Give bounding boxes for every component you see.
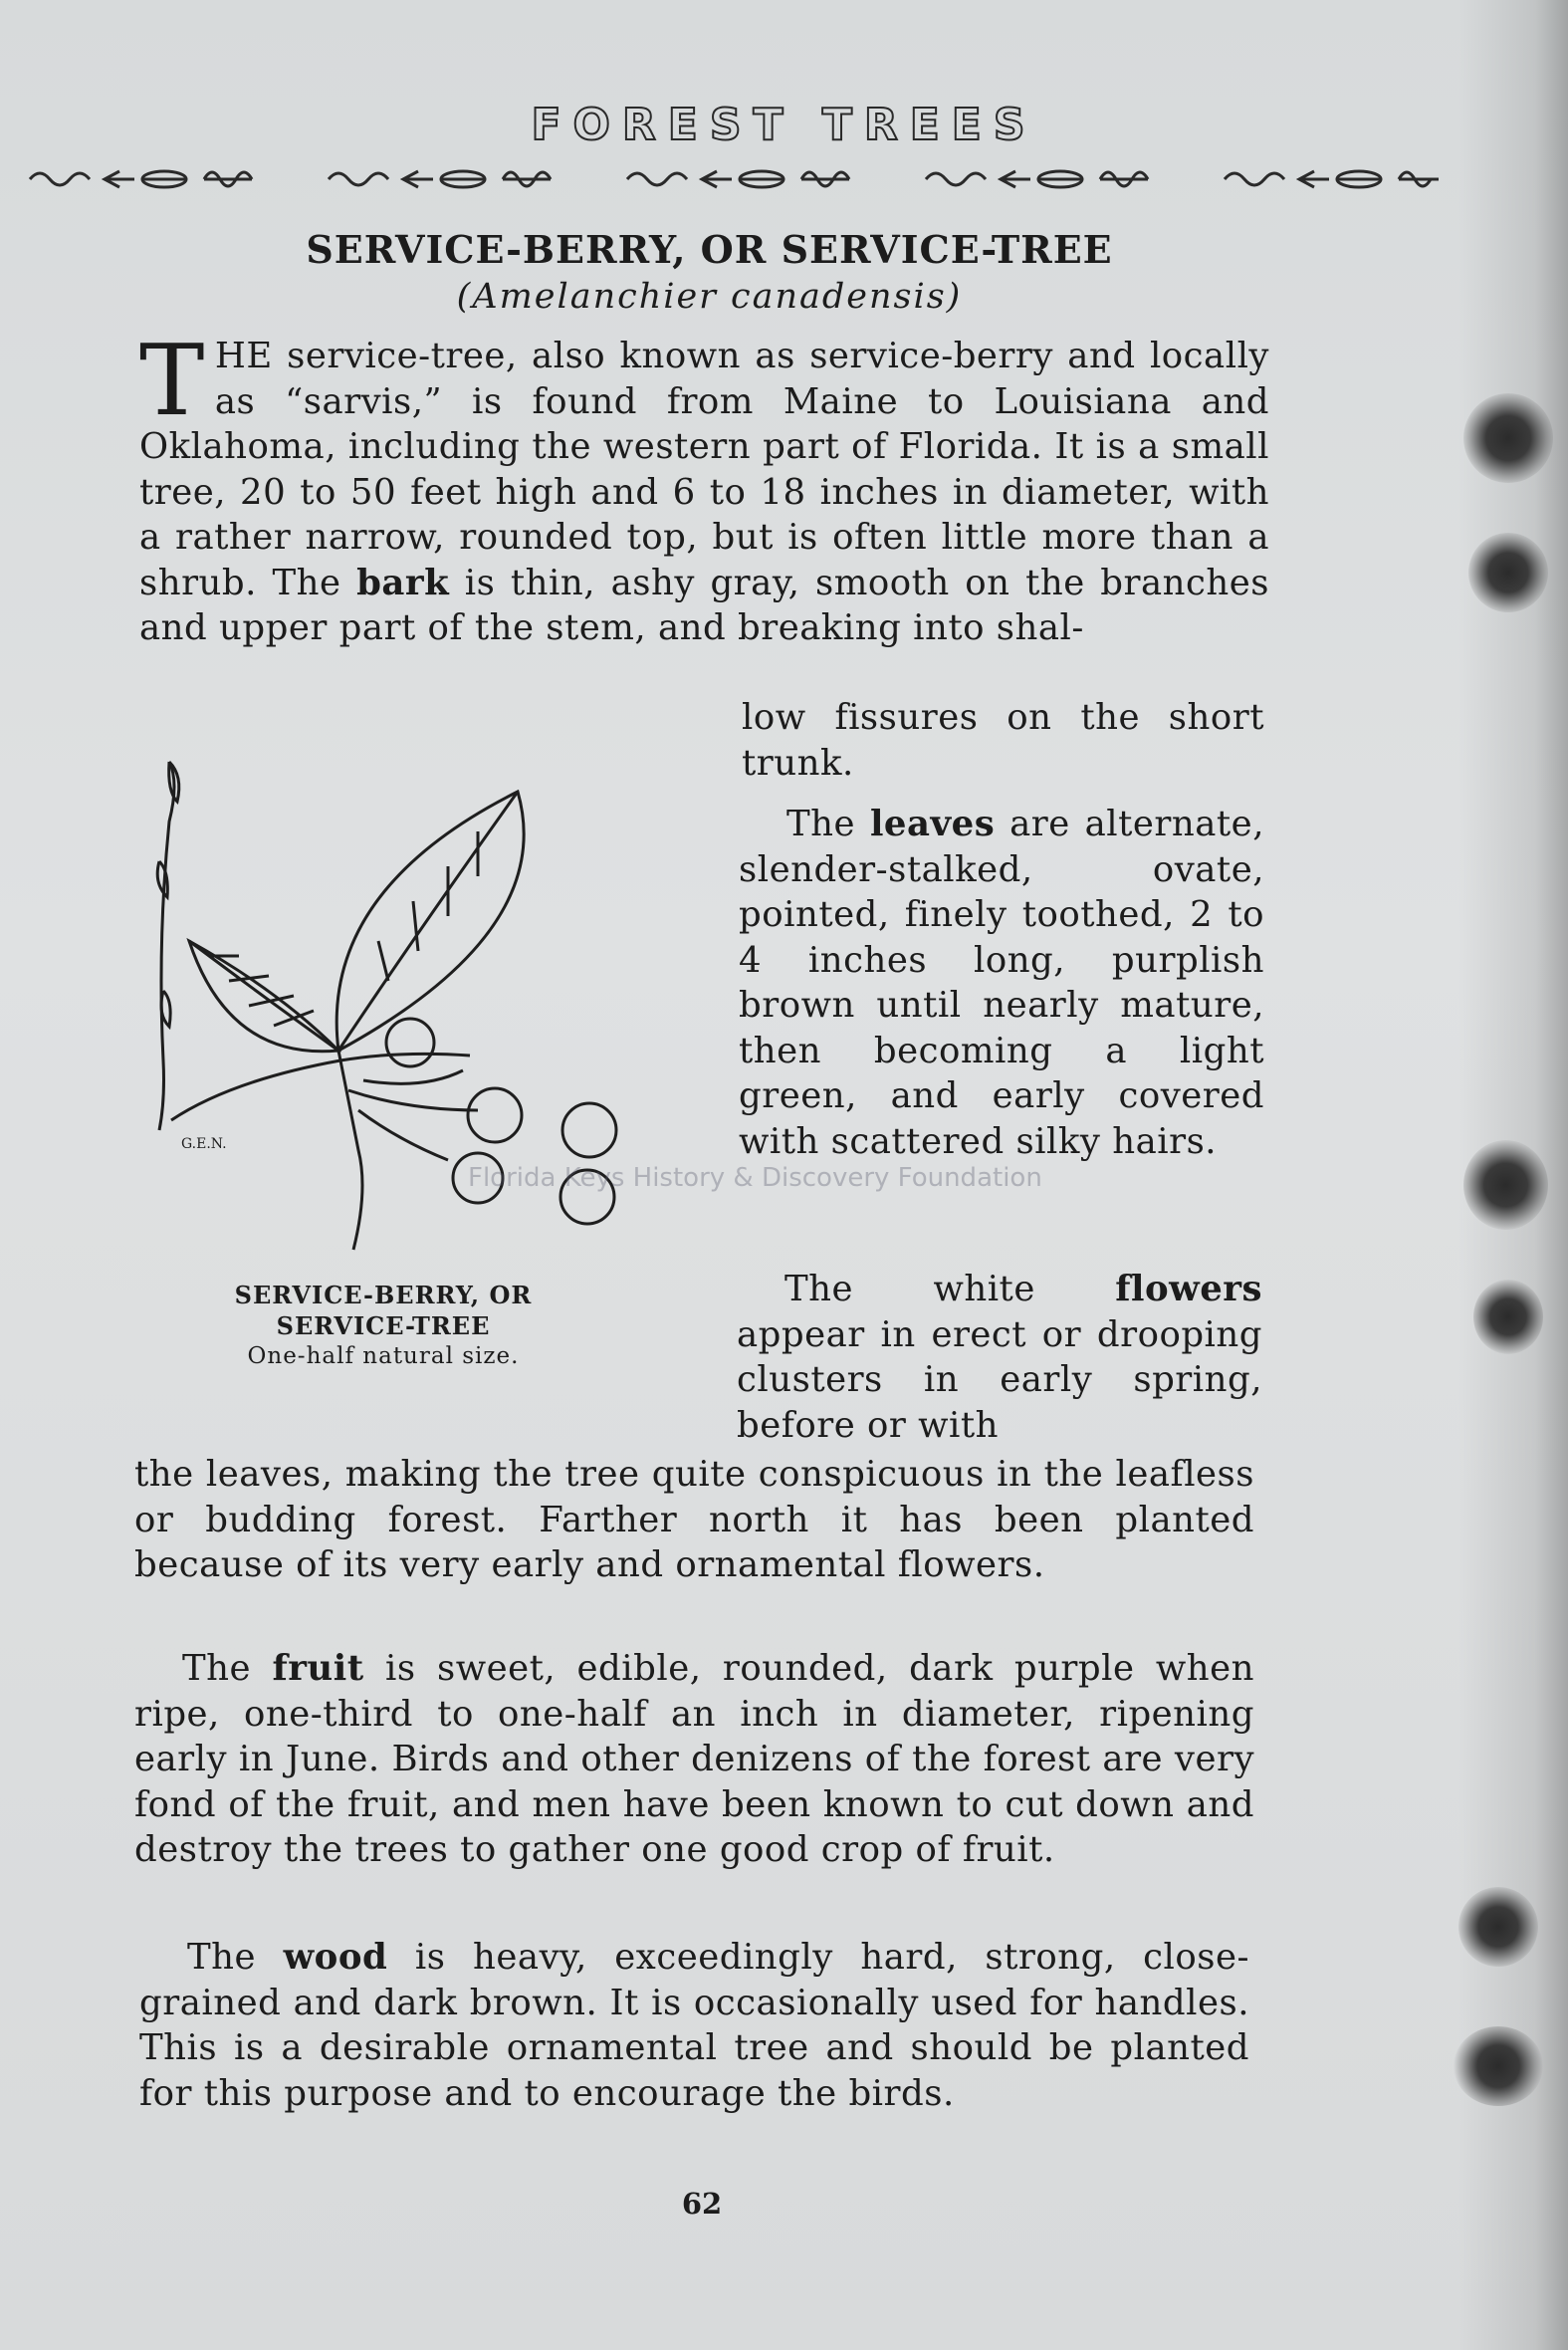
fruit-stalk [338,1051,362,1250]
twig-stem [159,762,174,1130]
punch-hole [1463,1140,1548,1230]
scientific-name: (Amelanchier canadensis) [456,277,963,317]
keyword-fruit: fruit [272,1648,364,1689]
berry-icon [386,1019,434,1066]
berry-icon [468,1088,522,1142]
punch-hole [1473,1280,1543,1354]
illustrator-initials: G.E.N. [181,1136,227,1152]
punch-hole [1468,533,1548,612]
article-title: SERVICE-BERRY, OR SERVICE-TREE [306,227,1113,272]
paragraph-text: is sweet, edible, rounded, dark purple when ripe, one-third to one-half an inch in diameter, ripening early in June. Birds and other denizens of the forest are very fond of the fruit, and men have been known to cut down and destroy the trees to gather one good crop of fruit. [134,1648,1254,1870]
punch-hole [1458,1887,1538,1967]
paragraph-text: The [182,1648,273,1689]
ornamental-border [25,159,1488,199]
paragraph-text: are alternate, slender-stalked, ovate, pointed, finely toothed, 2 to 4 inches long, purplish brown until nearly mature, then becoming a light green, and early covered with scattered silky hairs. [739,804,1264,1162]
keyword-bark: bark [356,562,450,603]
paragraph-text: The white [784,1269,1116,1309]
paragraph-intro-continued: low fissures on the short trunk. [742,697,1264,784]
paragraph-text: The [786,804,870,844]
keyword-leaves: leaves [869,804,996,844]
keyword-flowers: flowers [1115,1269,1262,1309]
page-number: 62 [681,2187,723,2221]
caption-title: SERVICE-TREE [276,1311,491,1340]
watermark: Florida Keys History & Discovery Foundation [468,1163,1042,1193]
paragraph-intro [139,325,1269,651]
paragraph-text: is heavy, exceedingly hard, strong, close-grained and dark brown. It is occasionally used for handles. This is a desirable ornamental tree and should be planted for this purpose and to encourage the birds. [139,1937,1249,2114]
keyword-wood: wood [283,1937,388,1978]
paragraph-fruit [134,1646,1254,1873]
paragraph-leaves [739,802,1264,1164]
running-head: FOREST TREES [531,100,1037,150]
caption-scale: One-half natural size. [247,1343,520,1369]
paragraph-text: HE service-tree, also known as service-berry and locally as “sarvis,” is found from Maine to Louisiana and Oklahoma, including the western part of Florida. It is a small tree, 20 to 50 feet high and 6 to 18 inches in diameter, with a rather narrow, rounded top, but is often little more than a shrub. The [139,336,1269,603]
ornament-unit [30,171,252,187]
figure-caption [154,1280,612,1372]
paragraph-text: is thin, ashy gray, smooth on the branches and upper part of the stem, and breaking into shal- [139,562,1269,648]
paragraph-text: The [187,1937,284,1978]
paragraph-flowers-continued: the leaves, making the tree quite conspicuous in the leafless or budding forest. Farther north it has been planted because of its very early and ornamental flowers. [134,1454,1254,1585]
branch [171,1054,470,1120]
caption-title: SERVICE-BERRY, OR [234,1281,533,1309]
paragraph-flowers [737,1267,1262,1448]
punch-hole [1454,2026,1543,2106]
punch-hole [1463,393,1553,483]
paragraph-text: appear in erect or drooping clusters in early spring, before or with [737,1313,1262,1446]
berry-icon [562,1103,616,1157]
paragraph-wood [139,1935,1249,2116]
drop-cap: T [139,325,205,438]
